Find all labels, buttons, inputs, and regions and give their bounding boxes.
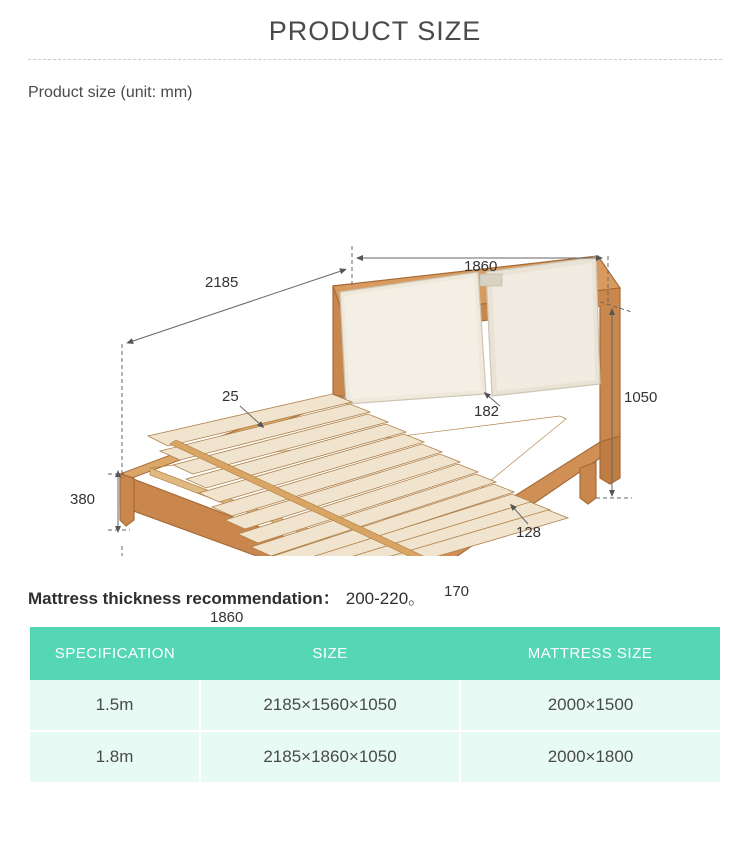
dim-headboard-width: 1860 [464,258,498,275]
table-header-specification: SPECIFICATION [30,627,200,680]
table-header-row [30,627,720,680]
mattress-value: 200-220。 [345,589,426,608]
table-header-size: SIZE [200,627,460,680]
mattress-recommendation [28,584,750,609]
table-header-mattress-size: MATTRESS SIZE [460,627,720,680]
page-title: PRODUCT SIZE [268,16,482,46]
dim-headboard-height: 1050 [624,389,658,406]
mattress-label: Mattress thickness recommendation： [28,589,340,608]
dim-bed-width: 1860 [210,609,244,626]
dim-rail-thickness: 128 [516,524,542,541]
cell-size: 2185×1560×1050 [200,680,460,731]
dim-frame-height: 380 [70,491,96,508]
cell-mattress-size: 2000×1500 [460,680,720,731]
dim-leg-height: 170 [444,583,470,600]
dim-overall-length: 2185 [205,274,239,291]
cell-specification: 1.8m [30,731,200,783]
unit-subtitle: Product size (unit: mm) [28,84,193,101]
cell-size: 2185×1860×1050 [200,731,460,783]
bed-illustration [0,106,750,556]
table-row [30,731,720,783]
dim-slat-width: 25 [222,388,239,405]
title-divider [28,59,722,60]
cell-specification: 1.5m [30,680,200,731]
specification-table [30,627,720,784]
table-row [30,680,720,731]
dim-headboard-thickness: 182 [474,403,500,420]
bed-drawing [120,256,620,556]
cell-mattress-size: 2000×1800 [460,731,720,783]
